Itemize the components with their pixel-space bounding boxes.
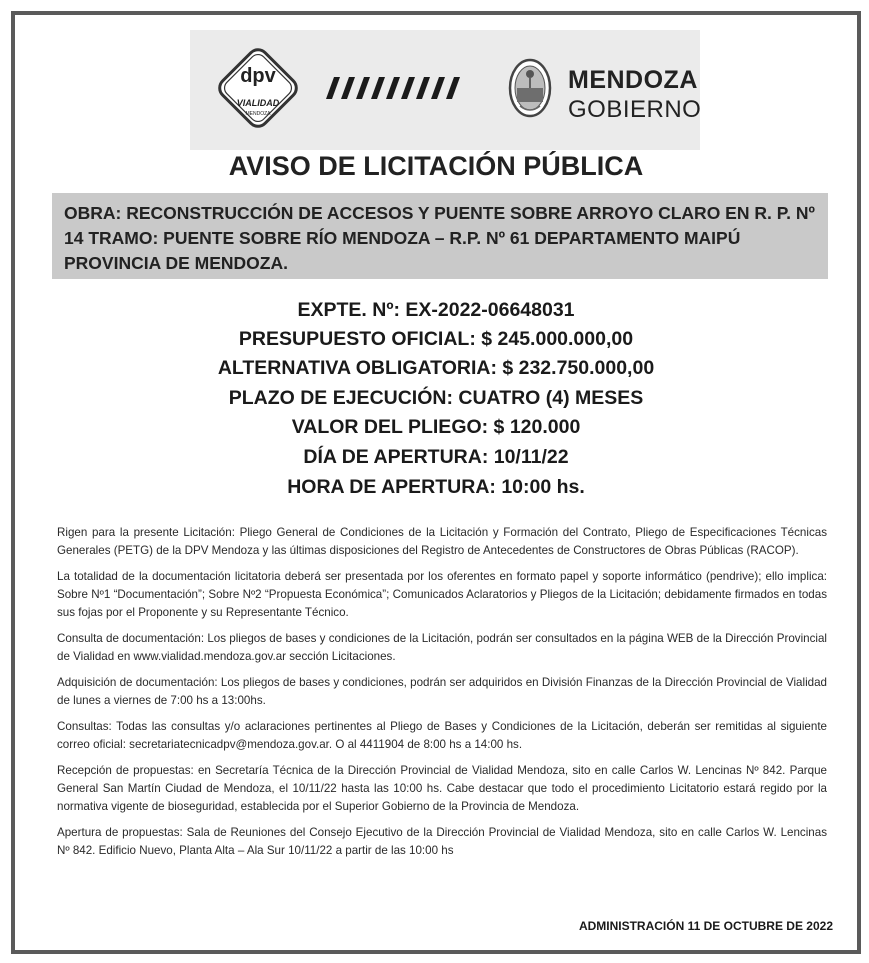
page-title: AVISO DE LICITACIÓN PÚBLICA bbox=[228, 151, 644, 181]
paragraph-consultas: Consultas: Todas las consultas y/o aclaraciones pertinentes al Pliego de Bases y Condiciones de la Licitación, deberán ser remitidas al siguiente correo oficial: secretariatecnicadpv@mendoza.gov.ar. O al 4411904 de 8:00 hs a 14:00 hs. bbox=[57, 720, 827, 751]
expte-line: EXPTE. Nº: EX-2022-06648031 bbox=[297, 299, 575, 321]
alternativa-line: ALTERNATIVA OBLIGATORIA: $ 232.750.000,00 bbox=[217, 357, 655, 379]
valor-line: VALOR DEL PLIEGO: $ 120.000 bbox=[291, 416, 581, 438]
paragraph-consulta: Consulta de documentación: Los pliegos de bases y condiciones de la Licitación, podrán ser consultados en la página WEB de la Dirección Provincial de Vialidad en www.vialidad.mendoza.gov.ar sección Licitaciones. bbox=[57, 632, 827, 663]
presupuesto-line: PRESUPUESTO OFICIAL: $ 245.000.000,00 bbox=[238, 328, 634, 350]
paragraph-recepcion: Recepción de propuestas: en Secretaría Técnica de la Dirección Provincial de Vialidad Mendoza, sito en calle Carlos W. Lencinas Nº 842. Parque General San Martín Ciudad de Mendoza, el 10/11/22 hasta las 10:00 hs. Cabe destacar que todo el procedimiento Licitatorio estará regido por la normativa vigente de bioseguridad, establecida por el Superior Gobierno de la Provincia de Mendoza. bbox=[57, 764, 827, 813]
gov-subtitle: GOBIERNO bbox=[568, 96, 702, 123]
plazo-line: PLAZO DE EJECUCIÓN: CUATRO (4) MESES bbox=[228, 387, 644, 409]
paragraph-rigen: Rigen para la presente Licitación: Pliego General de Condiciones de la Licitación y Formación del Contrato, Pliego de Especificaciones Técnicas Generales (PETG) de la DPV Mendoza y las últimas disposiciones del Registro de Antecedentes de Constructores de Obras Públicas (RACOP). bbox=[57, 526, 827, 557]
paragraph-apertura: Apertura de propuestas: Sala de Reuniones del Consejo Ejecutivo de la Dirección Provincial de Vialidad Mendoza, sito en calle Carlos W. Lencinas Nº 842. Edificio Nuevo, Planta Alta – Ala Sur 10/11/22 a partir de las 10:00 hs bbox=[57, 826, 827, 857]
logo-banner bbox=[190, 30, 700, 150]
paragraph-adquisicion: Adquisición de documentación: Los pliegos de bases y condiciones, podrán ser adquiridos en División Finanzas de la Dirección Provincial de Vialidad de lunes a viernes de 7:00 hs a 13:00hs. bbox=[57, 676, 827, 707]
administration-date: ADMINISTRACIÓN 11 DE OCTUBRE DE 2022 bbox=[578, 919, 833, 933]
hora-line: HORA DE APERTURA: 10:00 hs. bbox=[287, 476, 585, 498]
dia-line: DÍA DE APERTURA: 10/11/22 bbox=[303, 446, 569, 468]
notice-frame bbox=[11, 11, 861, 954]
gov-name: MENDOZA bbox=[568, 66, 698, 94]
obra-heading: OBRA: RECONSTRUCCIÓN DE ACCESOS Y PUENTE SOBRE ARROYO CLARO EN R. P. Nº 14 TRAMO: PUENTE SOBRE RÍO MENDOZA – R.P. Nº 61 DEPARTAMENTO MAIPÚ PROVINCIA DE MENDOZA. bbox=[52, 193, 828, 279]
dpv-mendoza-label: MENDOZA bbox=[245, 111, 271, 117]
dpv-vialidad-label: VIALIDAD bbox=[236, 98, 280, 108]
notice-body bbox=[57, 524, 827, 868]
stripes-divider bbox=[320, 77, 470, 99]
mendoza-seal-icon bbox=[508, 58, 552, 118]
dpv-vialidad-logo bbox=[208, 38, 308, 138]
paragraph-documentacion: La totalidad de la documentación licitatoria deberá ser presentada por los oferentes en formato papel y soporte informático (pendrive); ello implica: Sobre Nº1 “Documentación”; Sobre Nº2 “Propuesta Económica”; Comunicados Aclaratorios y Pliegos de la Licitación; debidamente firmados en todas sus fojas por el Proponente y su Representante Técnico. bbox=[57, 570, 827, 619]
dpv-letters: dpv bbox=[240, 65, 276, 87]
